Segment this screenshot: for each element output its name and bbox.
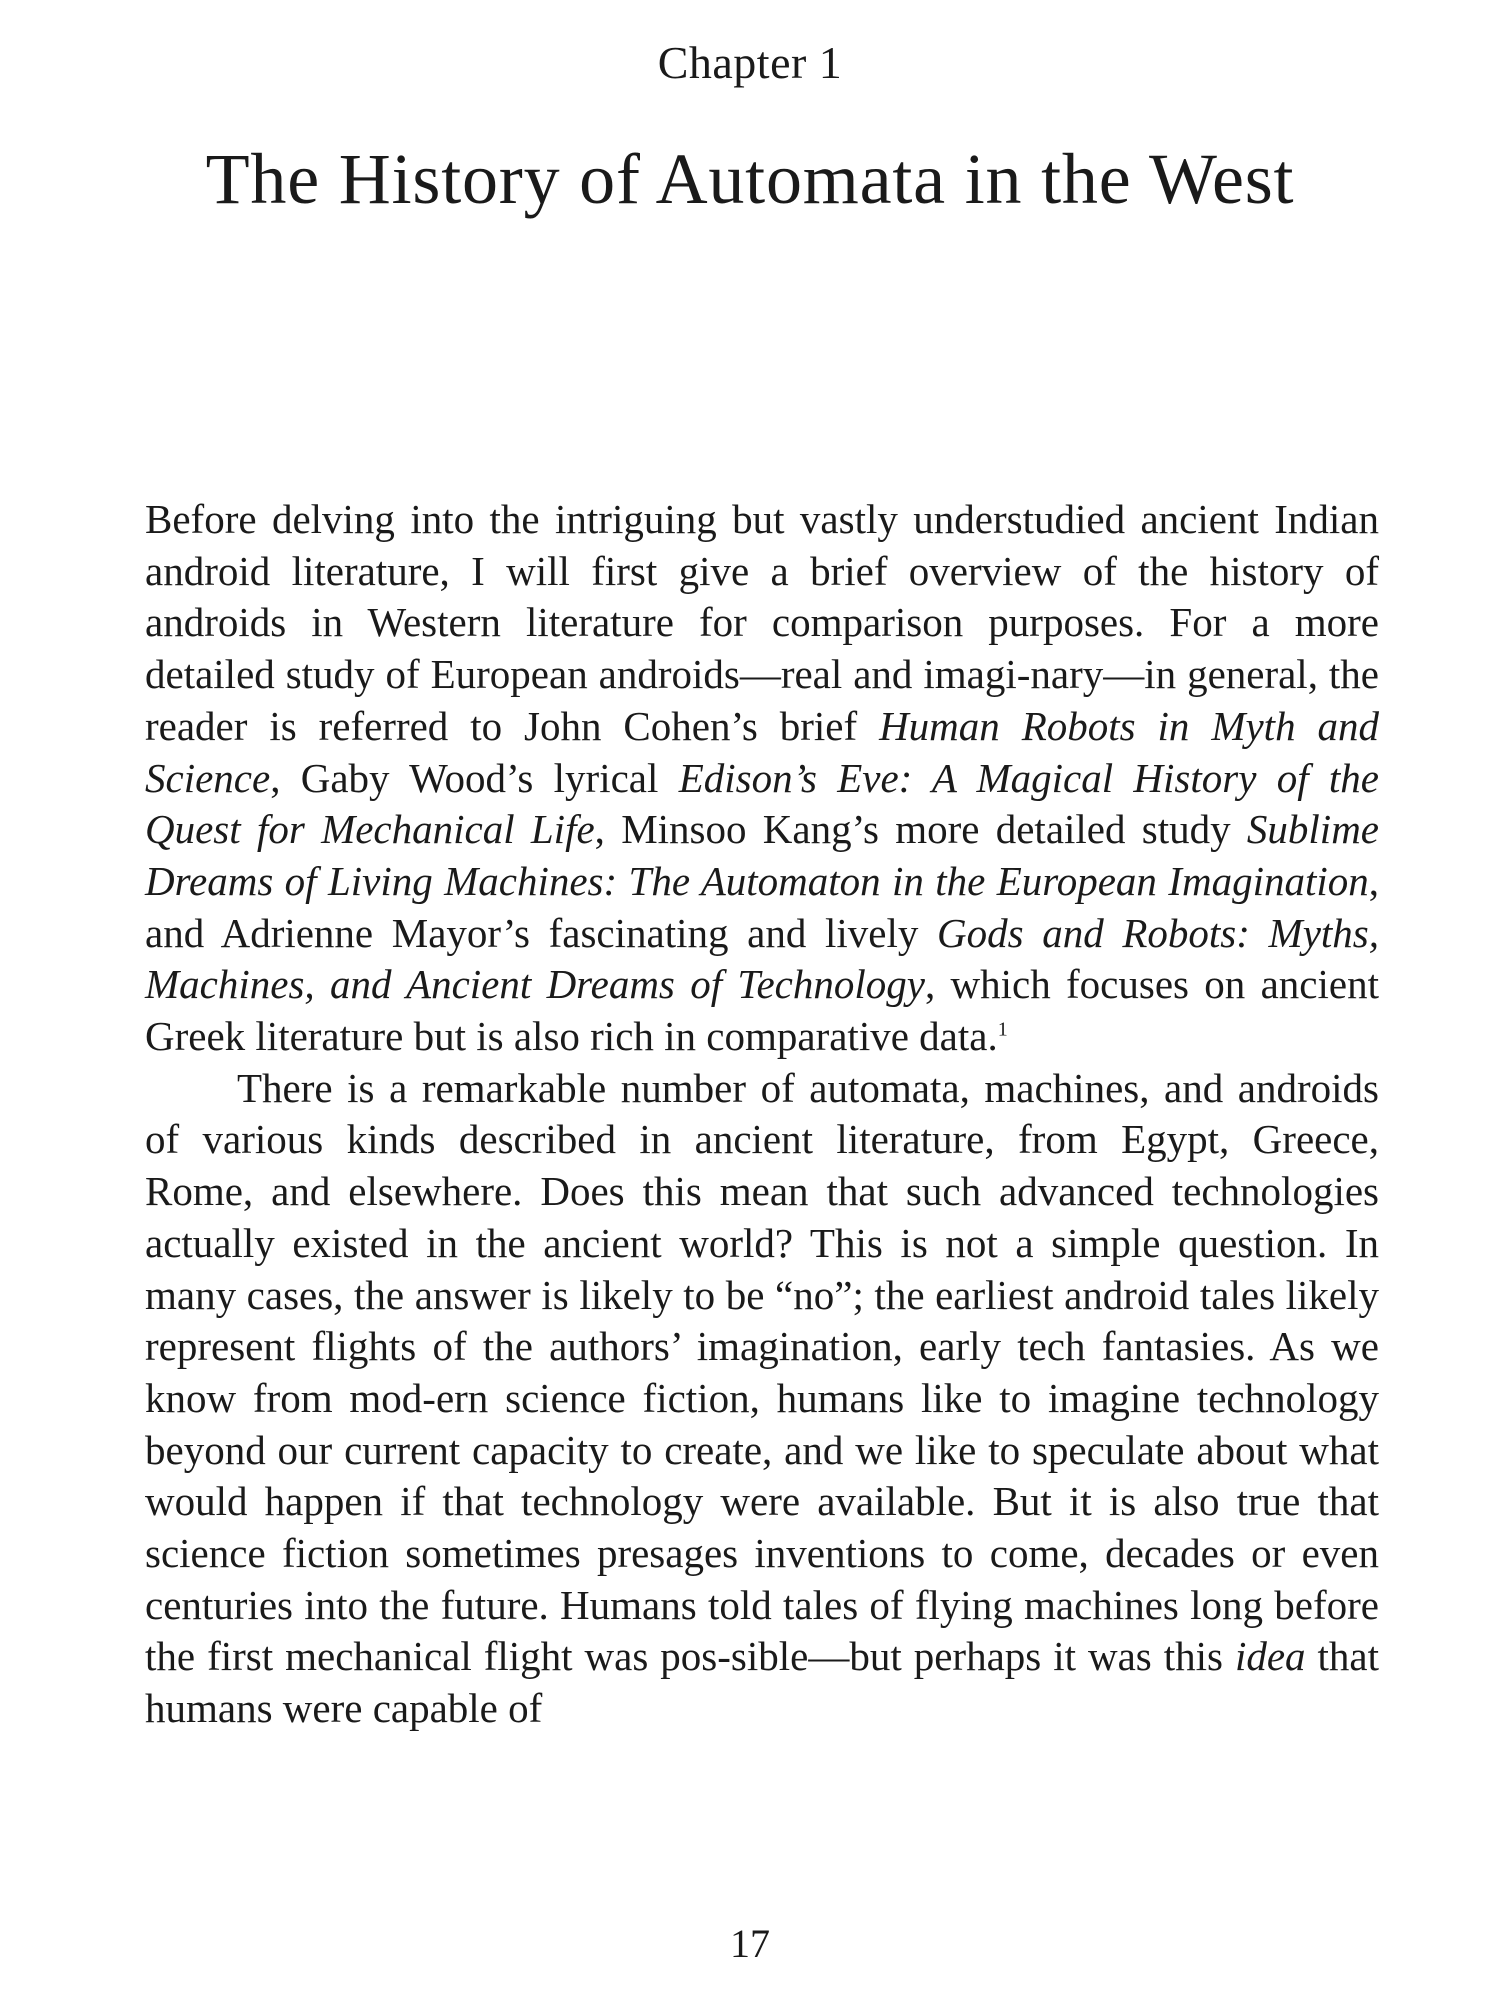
chapter-title: The History of Automata in the West [205,139,1295,219]
paragraph-1-text-3: , Minsoo Kang’s more detailed study [594,806,1247,853]
paragraph-2-text-1: There is a remarkable number of automata, machines, and androids of various kinds described in ancient literature, from Egypt, Greece, Rome, and elsewhere. Does this mean that such advanced technologies actually existed in the ancient world? This is not a simple question. In many cases, the answer is likely to be “no”; the earliest android tales likely represent flights of the authors’ imagination, early tech fantasies. As we know from mod-ern science fiction, humans like to imagine technology beyond our current capacity to create, and we like to speculate about what would happen if that technology were available. But it is also true that science fiction sometimes presages inventions to come, decades or even centuries into the future. Humans told tales of flying machines long before the first mechanical flight was pos-sible—but perhaps it was this [145,1064,1379,1680]
paragraph-1-text-1: Before delving into the intriguing but vastly understudied ancient Indian android literature, I will first give a brief overview of the history of androids in Western literature for comparison purposes. For a more detailed study of European androids—real and imagi-nary—in general, the reader is referred to John Cohen’s brief [145,496,1379,749]
book-title-edisons-eve: Edison’s Eve: A Magical History of the Quest for Mechanical Life [145,754,1379,853]
paragraph-1-text-4: , and Adrienne Mayor’s fascinating and lively [145,857,1379,956]
body-text [145,494,1379,1735]
paragraph-2-text-2: that humans were capable of [145,1633,1379,1732]
page-number: 17 [730,1921,770,1966]
emphasis-idea: idea [1234,1633,1306,1680]
paragraph-1-text-5: , which focuses on ancient Greek literature but is also rich in comparative data. [145,961,1379,1060]
chapter-label: Chapter 1 [657,37,843,88]
paragraph-1 [145,494,1379,1063]
paragraph-2 [145,1063,1379,1735]
footnote-reference[interactable]: 1 [997,1018,1008,1041]
book-title-human-robots: Human Robots in Myth and Science [145,702,1379,801]
book-title-gods-and-robots: Gods and Robots: Myths, Machines, and Ancient Dreams of Technology [145,909,1379,1008]
paragraph-1-text-2: , Gaby Wood’s lyrical [270,754,679,801]
book-title-sublime-dreams: Sublime Dreams of Living Machines: The Automaton in the European Imagination [145,806,1379,904]
